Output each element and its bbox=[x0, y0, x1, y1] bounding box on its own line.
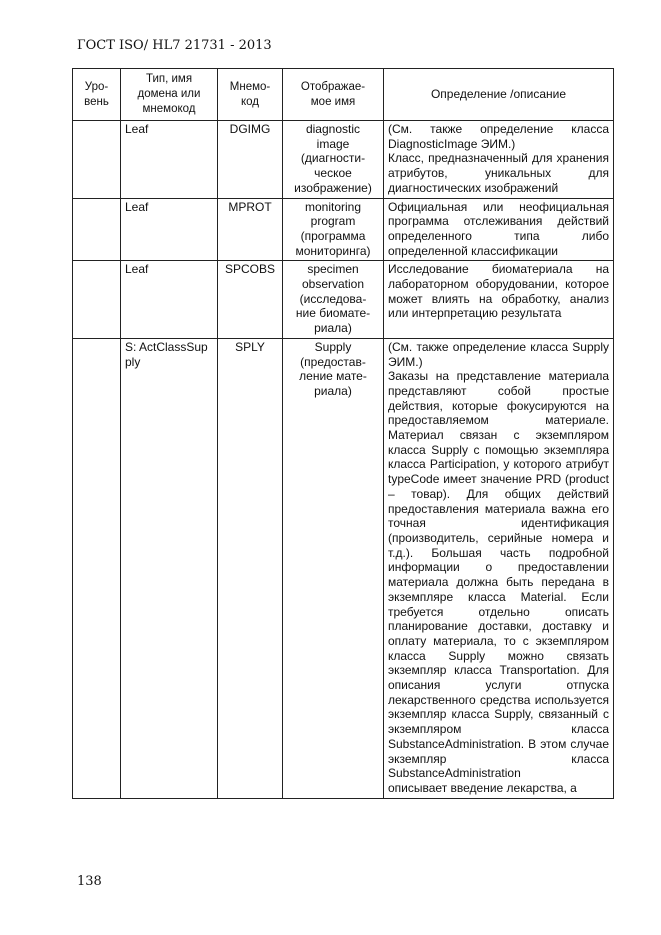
cell-definition: (См. также определение класса DiagnosticImage ЭИМ.) Класс, предназначенный для хранения атрибутов, уникальных для диагностических изображений bbox=[384, 121, 614, 199]
cell-level bbox=[73, 198, 121, 261]
cell-level bbox=[73, 121, 121, 199]
table-row bbox=[73, 338, 614, 798]
page-number: 138 bbox=[77, 874, 102, 889]
cell-level bbox=[73, 261, 121, 339]
header-type: Тип, имя домена или мнемокод bbox=[121, 69, 218, 121]
cell-type: Leaf bbox=[121, 121, 218, 199]
cell-definition: (См. также определение класса Supply ЭИМ.) Заказы на представление материала представляют собой простые действия, которые фокусируются на предоставляемом материале. Материал связан с экземпляром класса Supply с помощью экземпляра класса Participation, у которого атрибут typeCode имеет значение PRD (product – товар). Для общих действий предоставления материала важна его точная идентификация (производитель, серийные номера и т.д.). Большая часть подробной информации о предоставлении материала должна быть передана в экземпляре класса Material. Если требуется отдельно описать планирование доставки, доставку и оплату материала, то с экземпляром класса Supply можно связать экземпляр класса Transportation. Для описания услуги отпуска лекарственного средства используется экземпляр класса Supply, связанный с экземпляром класса SubstanceAdministration. В этом случае экземпляр класса SubstanceAdministration описывает введение лекарства, а bbox=[384, 338, 614, 798]
cell-display-name: monitoring program (программа мониторинга) bbox=[283, 198, 384, 261]
cell-type: Leaf bbox=[121, 198, 218, 261]
table-row bbox=[73, 198, 614, 261]
cell-definition: Официальная или неофициальная программа отслеживания действий определенного типа либо определенной классификации bbox=[384, 198, 614, 261]
cell-display-name: Supply (предостав- ление мате- риала) bbox=[283, 338, 384, 798]
header-mnemonic: Мнемо- код bbox=[218, 69, 283, 121]
cell-mnemonic: MPROT bbox=[218, 198, 283, 261]
cell-type: S: ActClassSupply bbox=[121, 338, 218, 798]
header-display-name: Отображае- мое имя bbox=[283, 69, 384, 121]
cell-display-name: diagnostic image (диагности- ческое изображение) bbox=[283, 121, 384, 199]
cell-mnemonic: SPLY bbox=[218, 338, 283, 798]
cell-definition: Исследование биоматериала на лабораторном оборудовании, которое может влиять на обработку, анализ или интерпретацию результата bbox=[384, 261, 614, 339]
cell-mnemonic: SPCOBS bbox=[218, 261, 283, 339]
table-row bbox=[73, 121, 614, 199]
header-level: Уро- вень bbox=[73, 69, 121, 121]
cell-type: Leaf bbox=[121, 261, 218, 339]
table-header-row bbox=[73, 69, 614, 121]
cell-level bbox=[73, 338, 121, 798]
cell-display-name: specimen observation (исследова- ние биомате- риала) bbox=[283, 261, 384, 339]
header-definition: Определение /описание bbox=[384, 69, 614, 121]
document-header: ГОСТ ISO/ HL7 21731 - 2013 bbox=[77, 38, 272, 53]
cell-mnemonic: DGIMG bbox=[218, 121, 283, 199]
table-row bbox=[73, 261, 614, 339]
code-table bbox=[72, 68, 614, 799]
